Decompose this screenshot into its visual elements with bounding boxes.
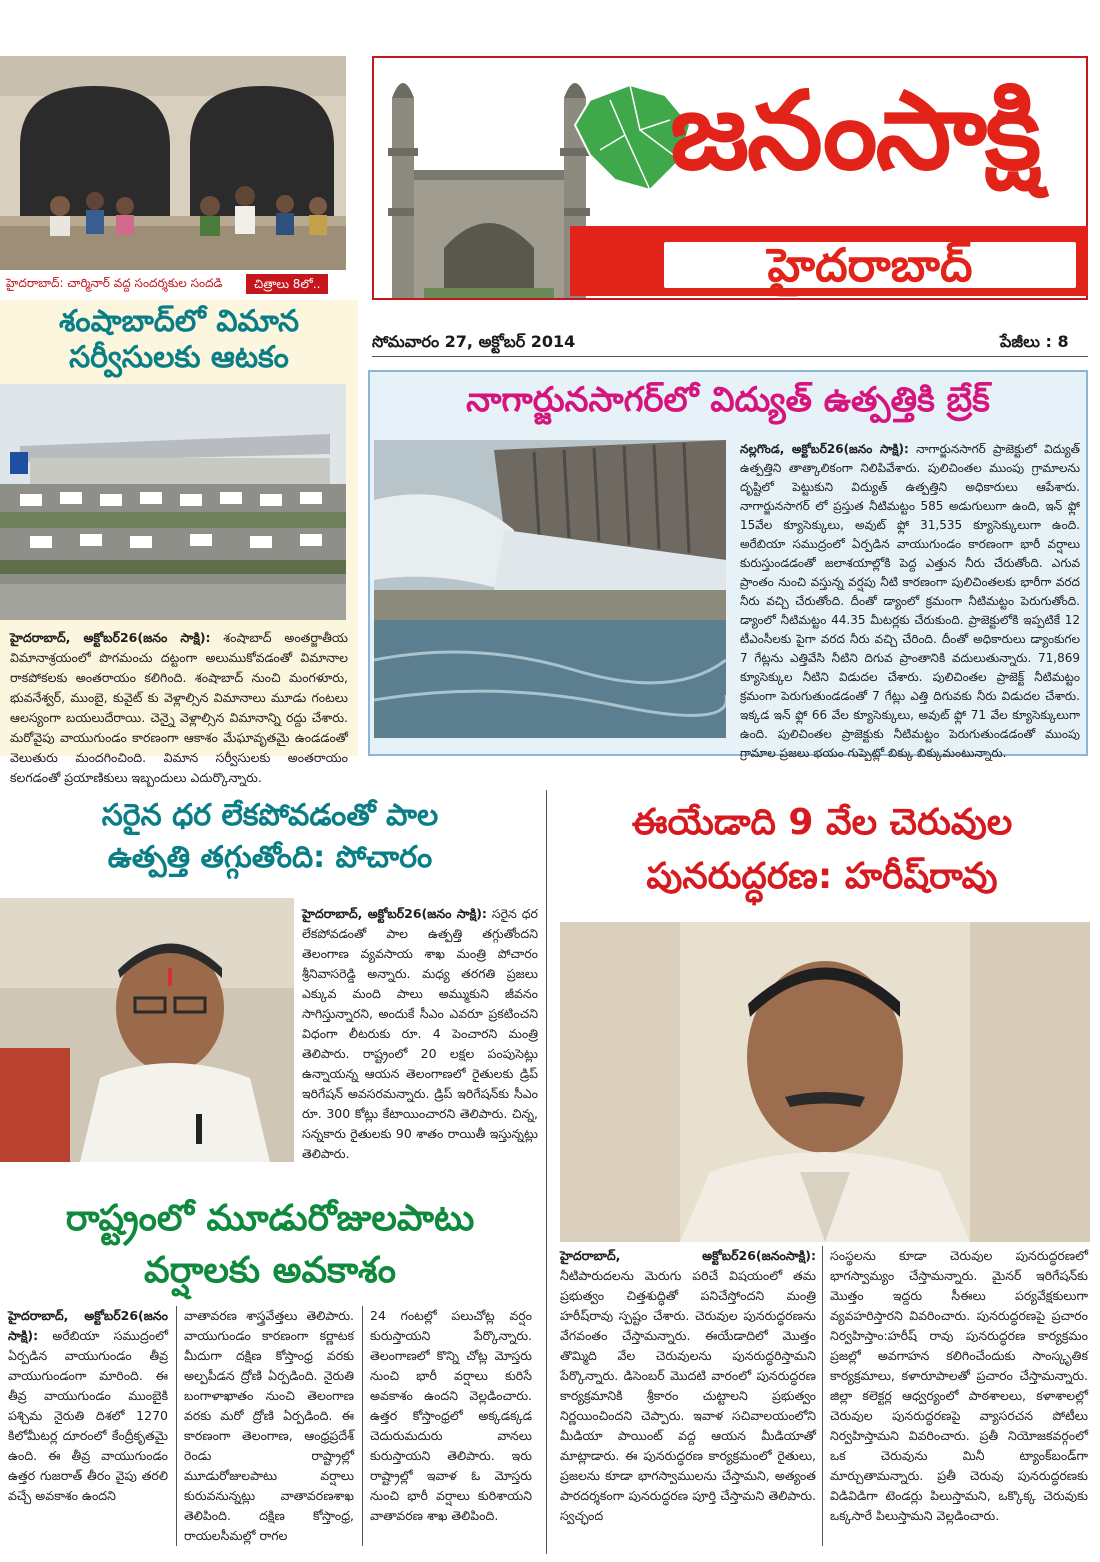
airport-terminal-illustration (0, 384, 346, 620)
newspaper-name: జనంసాక్షి (670, 69, 1040, 194)
charminar-visitors-illustration (0, 56, 346, 270)
sagar-dateline: నల్లగొండ, అక్టోబర్26(జనం సాక్షి): (740, 442, 909, 456)
airport-body: శంషాబాద్ అంతర్జాతీయ విమానాశ్రయంలో పొగమంచు దట్టంగా అలుముకోవడంతో విమానాల రాకపోకలకు అంతరాయం కలిగింది. శంషాబాద్ నుంచి మంగళూరు, భువనేశ్వర్, ముంబై, కువైట్ కు వెళ్లాల్సిన విమానాలు మూడు గంటలు ఆలస్యంగా బయలుదేరాయి. చెన్నై వెళ్లాల్సిన విమానాన్ని రద్దు చేశారు. మరోవైపు వాయుగుండం కారణంగా ఆకాశం మేఘావృతమై ఉండడంతో వెలుతురు మందగించింది. విమాన సర్వీసులకు అంతరాయం కలగడంతో ప్రయాణికులు ఇబ్బందులు ఎదుర్కొన్నారు. (10, 630, 348, 785)
milk-headline-line1: సరైన ధర లేకపోవడంతో పాల (101, 798, 439, 833)
airport-headline-line2: సర్వీసులకు ఆటకం (69, 340, 289, 375)
page-count: పేజీలు : 8 (1000, 332, 1069, 351)
masthead-rule (372, 356, 1088, 357)
sagar-body: నాగార్జునసాగర్ ప్రాజెక్టులో విద్యుత్ ఉత్పత్తిని తాత్కాలికంగా నిలిపివేశారు. పులిచింతల ముంపు గ్రామాలను దృష్టిలో పెట్టుకుని విద్యుత్ ఉత్పత్తిని అధికారులు ఆపేశారు. నాగార్జునసాగర్ లో ప్రస్తుత నీటిమట్టం 585 అడుగులుగా ఉంది, ఇన్ ఫ్లో 15వేల క్యూసెక్కులు, అవుట్ ఫ్లో 31,535 క్యూసెక్కులుగా ఉంది. అరేబియా సముద్రంలో ఏర్పడిన వాయుగుండం కారణంగా భారీ వర్షాలు కురుస్తుండడంతో జలాశయాల్లోకి పెద్ద ఎత్తున నీరు చేరుతోంది. ఎగువ ప్రాంతం నుంచి వస్తున్న వర్షపు నీటి కారణంగా పులిచింతలకు భారీగా వరద నీరు వచ్చి చేరుతోంది. దీంతో డ్యాంలో క్రమంగా నీటిమట్టం పెరుగుతోంది. డ్యాంలో నీటిమట్టం 44.35 మీటర్లకు చేరుకుంది. ప్రాజెక్టులోకి ఇప్పటికే 12 టీఎంసీలకు పైగా వరద నీరు వచ్చి చేరింది. దీంతో అధికారులు డ్యాంకుగల 7 గేట్లను ఎత్తివేసి నీటిని దిగువ ప్రాంతానికి వదులుతున్నారు. 71,869 క్యూసెక్కుల నీటిని విడుదల చేశారు. పులిచింతల ప్రాజెక్ట్ నీటిమట్టం క్రమంగా పెరుగుతుండడంతో 7 గేట్లు ఎత్తి దిగువకు నీరు విడుదల చేశారు. ఇక్కడ ఇన్ ఫ్లో 66 వేల క్యూసెక్కులు, అవుట్ ఫ్లో 71 వేల క్యూసెక్కులుగా ఉంది. పులిచింతల ప్రాజెక్టుకు నీటిమట్టం పెరుగుతుండడంతో ముంపు గ్రామాల ప్రజలు భయం గుప్పెట్లో బిక్కు బిక్కుమంటున్నారు. (740, 442, 1080, 760)
milk-dateline: హైదరాబాద్, అక్టోబర్26(జనం సాక్షి): (302, 906, 487, 921)
column-divider (546, 790, 547, 1554)
charminar-visitors-photo (0, 56, 346, 270)
harish-rao-photo (560, 922, 1090, 1242)
milk-headline-line2: ఉత్పత్తి తగ్గుతోంది: పోచారం (107, 840, 433, 875)
airport-photo (0, 384, 346, 620)
rain-col-rule1 (176, 1306, 177, 1546)
minister-portrait (0, 898, 294, 1162)
dam-spillway-illustration (374, 440, 726, 738)
issue-date: సోమవారం 27, అక్టోబర్ 2014 (372, 332, 576, 351)
tanks-headline-line1: ఈయేడాది 9 వేల చెరువుల (631, 802, 1013, 843)
milk-article (302, 904, 538, 1164)
airport-headline-line1: శంషాబాద్‌లో విమాన (58, 304, 300, 339)
tanks-body-col2: సంస్థలను కూడా చెరువుల పునరుద్ధరణలో భాగస్వామ్యం చేస్తామన్నారు. మైనర్ ఇరిగేషన్‌కు మొత్తం ఇద్దరు సీఈలు పర్యవేక్షకులుగా వ్యవహరిస్తారని వివరించారు. పునరుద్ధరణపై ప్రచారం నిర్వహిస్తాం:హరీష్ రావు పునరుద్ధరణ కార్యక్రమం ప్రజల్లో అవగాహన కలిగించేందుకు సాంస్కృతిక కార్యక్రమాలు, కళారూపాలతో ప్రచారం చేస్తామన్నారు. జిల్లా కలెక్టర్ల ఆధ్వర్యంలో పాఠశాలలు, కళాశాలల్లో చెరువుల పునరుద్ధరణపై వ్యాసరచన పోటీలు నిర్వహిస్తామని వివరించారు. ప్రతీ నియోజకవర్గంలో ఒక చెరువును మినీ ట్యాంక్‌బండ్‌గా మార్చుతామన్నారు. ప్రతీ చెరువు పునరుద్ధరణకు విడివిడిగా టెండర్లు పిలుస్తామని, ఒక్కొక్క చెరువుకు ఒక్కసారే పిలుస్తామని వెల్లడించారు. (830, 1248, 1088, 1523)
photo-caption-text: హైదరాబాద్: చార్మినార్ వద్ద సందర్శకుల సందడి (6, 276, 223, 290)
tanks-dateline: హైదరాబాద్, అక్టోబర్26(జనంసాక్షి): (560, 1248, 816, 1263)
brand-block (570, 56, 1088, 300)
edition-city: హైదరాబాద్ (660, 238, 1080, 292)
rain-headline-line2: వర్షాలకు అవకాశం (144, 1250, 396, 1291)
sagar-article (740, 440, 1080, 763)
rain-article-col2 (184, 1306, 354, 1546)
photos-page-tag: చిత్రాలు 8లో.. (246, 274, 328, 294)
rain-body-col3: 24 గంటల్లో పలుచోట్ల వర్షం కురుస్తాయని పేర్కొన్నారు. తెలంగాణలో కొన్ని చోట్ల మోస్తరు నుంచి భారీ వర్షాలు కురిసే అవకాశం ఉందని వెల్లడించారు. ఉత్తర కోస్తాంధ్రలో అక్కడక్కడ చెదురుమదురు వానలు కురుస్తాయని తెలిపారు. ఇరు రాష్ట్రాల్లో ఇవాళ ఓ మోస్తరు నుంచి భారీ వర్షాలు కురిశాయని వాతావరణ శాఖ తెలిపింది. (370, 1308, 532, 1523)
minister-portrait-harish (560, 922, 1090, 1242)
tanks-col-rule (822, 1246, 823, 1546)
rain-article-col1 (8, 1306, 168, 1506)
tanks-article-col2 (830, 1246, 1088, 1526)
sagar-headline: నాగార్జునసాగర్‌లో విద్యుత్ ఉత్పత్తికి బ్రేక్ (466, 380, 990, 420)
rain-dateline: హైదరాబాద్, అక్టోబర్26(జనం సాక్షి): (8, 1308, 168, 1343)
city-band (570, 226, 1088, 296)
tanks-body-col1: నీటిపారుదలను మెరుగు పరిచే విషయంలో తమ ప్రభుత్వం చిత్తశుద్ధితో పనిచేస్తోందని మంత్రి హరీష్‌రావు స్పష్టం చేశారు. చెరువుల పునరుద్ధరణను వేగవంతం చేస్తామన్నారు. ఈయేడాదిలో మొత్తం తొమ్మిది వేల చెరువులను పునరుద్ధరిస్తామని పేర్కొన్నారు. డిసెంబర్ మొదటి వారంలో పునరుద్ధరణ కార్యక్రమానికి శ్రీకారం చుట్టాలని ప్రభుత్వం నిర్ణయించిందని చెప్పారు. ఇవాళ సచివాలయంలోని మీడియా పాయింట్ వద్ద ఆయన మీడియాతో మాట్లాడారు. ఈ పునరుద్ధరణ కార్యక్రమంలో రైతులు, ప్రజలను కూడా భాగస్వాములను చేస్తామని, అత్యంత పారదర్శకంగా పునరుద్ధరణ పూర్తి చేస్తామని తెలిపారు. స్వచ్ఛంద (560, 1268, 816, 1523)
pocharam-photo (0, 898, 294, 1162)
photo-caption (0, 270, 346, 296)
airport-dateline: హైదరాబాద్, అక్టోబర్26(జనం సాక్షి): (10, 630, 211, 645)
dam-photo (374, 440, 726, 738)
tanks-article-col1 (560, 1246, 816, 1526)
milk-body: సరైన ధర లేకపోవడంతో పాల ఉత్పత్తి తగ్గుతోందని తెలంగాణ వ్యవసాయ శాఖ మంత్రి పోచారం శ్రీనివాసరెడ్డి అన్నారు. మధ్య తరగతి ప్రజలు ఎక్కువ మంది పాలు అమ్ముకుని జీవనం సాగిస్తున్నారని, అందుకే సీఎం ఎవరూ ప్రకటించని విధంగా లీటరుకు రూ. 4 పెంచారని మంత్రి తెలిపారు. రాష్ట్రంలో 20 లక్షల పంపుసెట్లు ఉన్నాయన్న ఆయన తెలంగాణలో రైతులకు డ్రిప్ ఇరిగేషన్ అవసరమన్నారు. డ్రిప్ ఇరిగేషన్‌కు సీఎం రూ. 300 కోట్లు కేటాయించారని తెలిపారు. చిన్న, సన్నకారు రైతులకు 90 శాతం రాయితీ ఇస్తున్నట్లు తెలిపారు. (302, 906, 538, 1161)
rain-body-col1: అరేబియా సముద్రంలో ఏర్పడిన వాయుగుండం తీవ్ర వాయుగుండంగా మారింది. ఈ తీవ్ర వాయుగుండం ముంబైకి పశ్చిమ నైరుతి దిశలో 1270 కిలోమీటర్ల దూరంలో కేంద్రీకృతమై ఉంది. ఈ తీవ్ర వాయుగుండం ఉత్తర గుజరాత్ తీరం వైపు తరలి వచ్చే అవకాశం ఉందని (8, 1328, 168, 1503)
rain-article-col3 (370, 1306, 532, 1526)
rain-body-col2: వాతావరణ శాస్త్రవేత్తలు తెలిపారు. వాయుగుండం కారణంగా కర్ణాటక మీదుగా దక్షిణ కోస్తాంధ్ర వరకు అల్పపీడన ద్రోణి ఏర్పడింది. నైరుతి బంగాళాఖాతం నుంచి తెలంగాణ వరకు మరో ద్రోణి ఏర్పడింది. ఈ కారణంగా తెలంగాణ, ఆంధ్రప్రదేశ్ రెండు రాష్ట్రాల్లో మూడురోజులపాటు వర్షాలు కురువనున్నట్లు వాతావరణశాఖ తెలిపింది. దక్షిణ కోస్తాంధ్ర, రాయలసీమల్లో రాగల (184, 1308, 354, 1543)
rain-col-rule2 (362, 1306, 363, 1546)
rain-headline-line1: రాష్ట్రంలో మూడురోజులపాటు (65, 1198, 475, 1239)
airport-article (10, 628, 348, 788)
tanks-headline-line2: పునరుద్ధరణ: హరీష్‌రావు (646, 856, 998, 897)
